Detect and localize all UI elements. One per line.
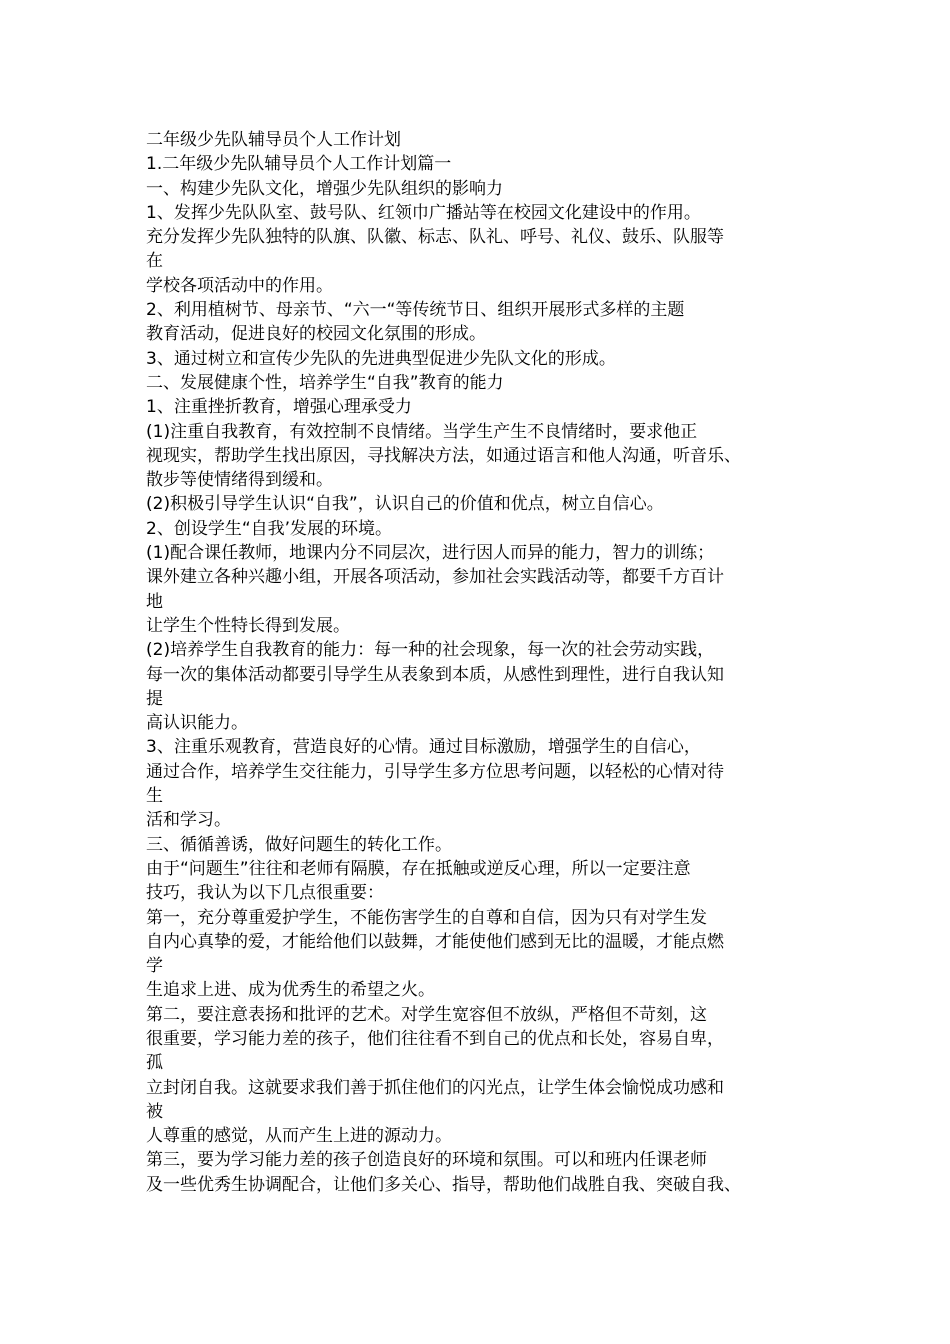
text-line: 孤 [146,1053,163,1074]
text-line: 1、发挥少先队队室、鼓号队、红领巾广播站等在校园文化建设中的作用。 [146,202,701,223]
text-line: (1)注重自我教育，有效控制不良情绪。当学生产生不良情绪时，要求他正 [146,421,698,442]
text-line: 第三，要为学习能力差的孩子创造良好的环境和氛围。可以和班内任课老师 [146,1150,707,1171]
text-line: 第一，充分尊重爱护学生，不能伤害学生的自尊和自信，因为只有对学生发 [146,907,707,928]
text-line: 及一些优秀生协调配合，让他们多关心、指导，帮助他们战胜自我、突破自我、 [146,1174,741,1195]
text-line: 教育活动，促进良好的校园文化氛围的形成。 [146,324,486,345]
text-line: 人尊重的感觉，从而产生上进的源动力。 [146,1126,452,1147]
text-line: 课外建立各种兴趣小组，开展各项活动，参加社会实践活动等，都要千方百计 [146,567,724,588]
text-line: 生追求上进、成为优秀生的希望之火。 [146,980,435,1001]
text-line: 学 [146,956,163,977]
text-line: 3、注重乐观教育，营造良好的心情。通过目标激励，增强学生的自信心， [146,737,701,758]
text-line: 一、构建少先队文化，增强少先队组织的影响力 [146,178,503,199]
document-title: 二年级少先队辅导员个人工作计划 [146,130,401,150]
text-line: 让学生个性特长得到发展。 [146,615,350,636]
text-line: 提 [146,688,163,709]
text-line: (1)配合课任教师，地课内分不同层次，进行因人而异的能力，智力的训练； [146,543,715,564]
text-line: (2)培养学生自我教育的能力：每一种的社会现象，每一次的社会劳动实践， [146,640,715,661]
text-line: 3、通过树立和宣传少先队的先进典型促进少先队文化的形成。 [146,348,616,369]
text-line: 立封闭自我。这就要求我们善于抓住他们的闪光点，让学生体会愉悦成功感和 [146,1077,724,1098]
text-line: 学校各项活动中的作用。 [146,275,333,296]
text-line: 生 [146,786,163,807]
text-line: 1、注重挫折教育，增强心理承受力 [146,397,412,418]
text-line: 每一次的集体活动都要引导学生从表象到本质，从感性到理性，进行自我认知 [146,664,724,685]
text-line: 视现实，帮助学生找出原因，寻找解决方法，如通过语言和他人沟通，听音乐、 [146,445,741,466]
text-line: 2、利用植树节、母亲节、“六一“等传统节日、组织开展形式多样的主题 [146,300,685,321]
text-line: 活和学习。 [146,810,231,831]
text-line: 很重要，学习能力差的孩子，他们往往看不到自己的优点和长处，容易自卑， [146,1028,724,1049]
text-line: 技巧，我认为以下几点很重要： [146,883,384,904]
text-line: 充分发挥少先队独特的队旗、队徽、标志、队礼、呼号、礼仪、鼓乐、队服等 [146,227,724,248]
text-line: 2、创设学生“自我’发展的环境。 [146,518,393,539]
text-line: 由于“问题生”往往和老师有隔膜，存在抵触或逆反心理，所以一定要注意 [146,858,691,879]
text-line: 通过合作，培养学生交往能力，引导学生多方位思考问题，以轻松的心情对待 [146,761,724,782]
text-line: (2)积极引导学生认识“自我”，认识自己的价值和优点，树立自信心。 [146,494,664,515]
text-line: 在 [146,251,163,272]
text-line: 三、循循善诱，做好问题生的转化工作。 [146,834,452,855]
text-line: 高认识能力。 [146,713,248,734]
text-line: 第二，要注意表扬和批评的艺术。对学生宽容但不放纵，严格但不苛刻，这 [146,1004,707,1025]
text-line: 地 [146,591,163,612]
text-line: 1.二年级少先队辅导员个人工作计划篇一 [146,154,452,175]
text-line: 自内心真挚的爱，才能给他们以鼓舞，才能使他们感到无比的温暖，才能点燃 [146,931,724,952]
text-line: 被 [146,1101,163,1122]
document-body [146,128,816,1197]
text-line: 二、发展健康个性，培养学生“自我”教育的能力 [146,372,504,393]
text-line: 散步等使情绪得到缓和。 [146,470,333,491]
